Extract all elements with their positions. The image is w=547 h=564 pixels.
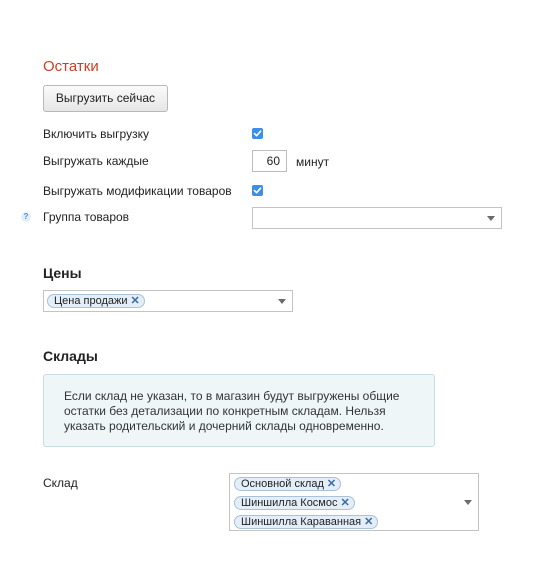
warehouse-tag-karavannaya bbox=[234, 515, 378, 529]
check-icon bbox=[253, 129, 262, 138]
export-every-unit: минут bbox=[296, 155, 330, 169]
prices-multiselect[interactable] bbox=[43, 290, 293, 312]
export-every-input[interactable]: 60 bbox=[252, 150, 287, 172]
tag-label: Шиншилла Караванная bbox=[241, 516, 362, 528]
warehouses-info-box: Если склад не указан, то в магазин будут выгружены общие остатки без детализации по конкретным складам. Нельзя указать родительский и дочерний склады одновременно. bbox=[43, 374, 435, 447]
warehouse-multiselect[interactable] bbox=[229, 473, 479, 531]
remove-icon[interactable]: ✕ bbox=[364, 516, 374, 528]
remove-icon[interactable]: ✕ bbox=[130, 295, 140, 307]
product-group-label: Группа товаров bbox=[43, 210, 130, 224]
warehouses-section-title: Склады bbox=[43, 348, 98, 364]
export-modifications-label: Выгружать модификации товаров bbox=[43, 184, 232, 198]
export-now-button[interactable]: Выгрузить сейчас bbox=[43, 85, 168, 112]
prices-section-title: Цены bbox=[43, 265, 82, 281]
enable-export-checkbox[interactable] bbox=[252, 128, 263, 139]
chevron-down-icon[interactable] bbox=[278, 299, 286, 304]
price-tag-sale-price bbox=[47, 294, 145, 308]
chevron-down-icon[interactable] bbox=[487, 216, 495, 221]
warehouse-tag-main bbox=[234, 477, 341, 491]
tag-label: Основной склад bbox=[241, 478, 324, 490]
warehouse-tag-cosmos bbox=[234, 496, 355, 510]
product-group-select[interactable] bbox=[252, 207, 502, 229]
help-icon[interactable]: ? bbox=[21, 212, 31, 222]
export-modifications-checkbox[interactable] bbox=[252, 185, 263, 196]
stock-section-title: Остатки bbox=[43, 58, 99, 75]
chevron-down-icon[interactable] bbox=[464, 500, 472, 505]
warehouse-label: Склад bbox=[43, 476, 78, 490]
export-every-label: Выгружать каждые bbox=[43, 154, 149, 168]
check-icon bbox=[253, 186, 262, 195]
enable-export-label: Включить выгрузку bbox=[43, 127, 149, 141]
remove-icon[interactable]: ✕ bbox=[340, 497, 350, 509]
remove-icon[interactable]: ✕ bbox=[326, 478, 337, 490]
tag-label: Шиншилла Космос bbox=[241, 497, 338, 509]
tag-label: Цена продажи bbox=[54, 295, 128, 307]
